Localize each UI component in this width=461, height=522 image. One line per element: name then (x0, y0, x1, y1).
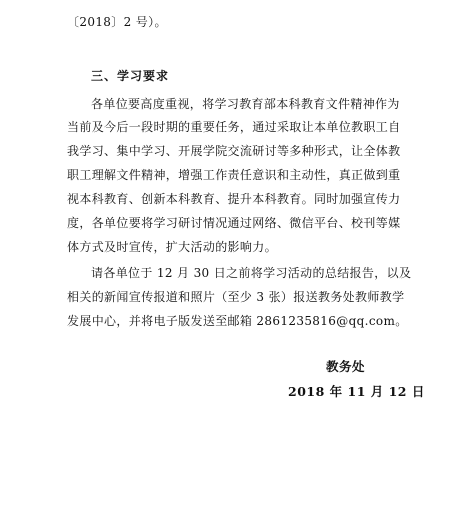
text-line: 〔2018〕2 号）。 (67, 15, 167, 29)
paragraph-line: 职工理解文件精神，增强工作责任意识和主动性，真正做到重 (67, 168, 401, 182)
paragraph-line: 相关的新闻宣传报道和照片（至少 3 张）报送教务处教师教学 (67, 290, 405, 304)
paragraph-line: 度，各单位要将学习研讨情况通过网络、微信平台、校刊等媒 (67, 216, 401, 230)
signature-office: 教务处 (326, 359, 366, 374)
paragraph-line: 发展中心，并将电子版发送至邮箱 2861235816@qq.com。 (67, 314, 408, 328)
paragraph-line: 各单位要高度重视，将学习教育部本科教育文件精神作为 (91, 97, 400, 111)
paragraph-line: 当前及今后一段时期的重要任务，通过采取让本单位教职工自 (67, 120, 401, 134)
signature-date: 2018 年 11 月 12 日 (288, 384, 425, 399)
paragraph-line: 请各单位于 12 月 30 日之前将学习活动的总结报告，以及 (91, 266, 412, 280)
paragraph-line: 体方式及时宣传，扩大活动的影响力。 (67, 240, 277, 254)
paragraph-line: 视本科教育、创新本科教育、提升本科教育。同时加强宣传力 (67, 192, 401, 206)
paragraph-line: 我学习、集中学习、开展学院交流研讨等多种形式，让全体教 (67, 144, 401, 158)
section-heading: 三、学习要求 (91, 69, 170, 83)
